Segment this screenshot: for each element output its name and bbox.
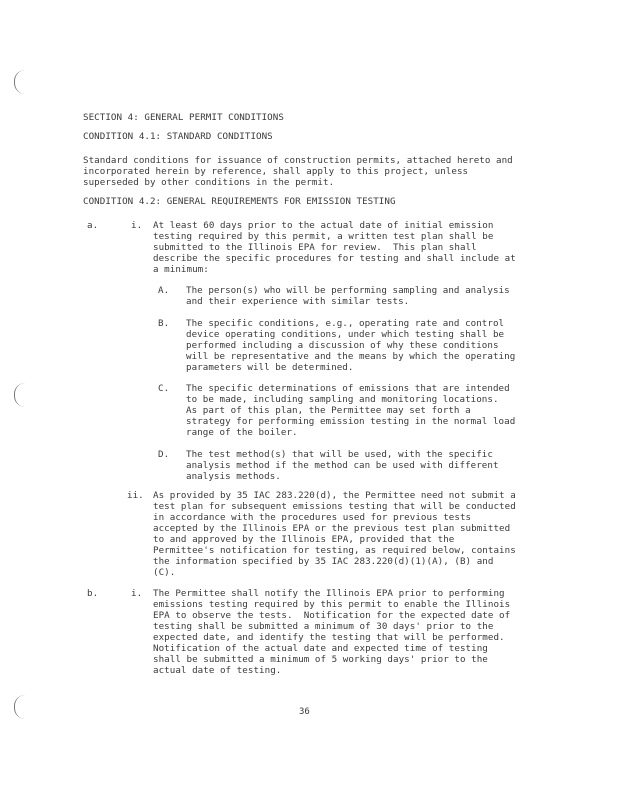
condition-4-1-title: CONDITION 4.1: STANDARD CONDITIONS <box>83 131 273 142</box>
item-line: to be made, including sampling and monitoring locations. <box>186 394 499 405</box>
body-line: to and approved by the Illinois EPA, provided that the <box>153 534 455 545</box>
item-line: The person(s) who will be performing sampling and analysis <box>186 285 510 296</box>
item-line: As part of this plan, the Permittee may set forth a <box>186 405 471 416</box>
paragraph-b-i-label: i. <box>131 588 143 599</box>
paragraph-a-label: a. <box>87 220 99 231</box>
body-line: testing required by this permit, a written test plan shall be <box>153 231 494 242</box>
item-line: device operating conditions, under which testing shall be <box>186 329 505 340</box>
body-line: EPA to observe the tests. Notification for the expected date of <box>153 610 511 621</box>
item-line: range of the boiler. <box>186 427 298 438</box>
item-line: performed including a discussion of why these conditions <box>186 340 499 351</box>
item-line: The specific conditions, e.g., operating rate and control <box>186 318 505 329</box>
body-line: a minimum: <box>153 264 209 275</box>
body-line: actual date of testing. <box>153 665 282 676</box>
body-line: in accordance with the procedures used for previous tests <box>153 512 472 523</box>
item-line: analysis methods. <box>186 471 281 482</box>
item-line: The specific determinations of emissions that are intended <box>186 383 510 394</box>
page-number: 36 <box>299 707 310 717</box>
body-line: Standard conditions for issuance of construction permits, attached hereto and <box>83 155 513 166</box>
item-line: and their experience with similar tests. <box>186 296 410 307</box>
condition-4-2-title: CONDITION 4.2: GENERAL REQUIREMENTS FOR EMISSION TESTING <box>83 196 396 207</box>
body-line: As provided by 35 IAC 283.220(d), the Permittee need not submit a <box>153 490 516 501</box>
item-line: strategy for performing emission testing in the normal load <box>186 416 516 427</box>
body-line: accepted by the Illinois EPA or the previous test plan submitted <box>153 523 511 534</box>
binding-hole-mark <box>14 695 25 719</box>
item-line: analysis method if the method can be used with different <box>186 460 499 471</box>
section-title: SECTION 4: GENERAL PERMIT CONDITIONS <box>83 112 284 123</box>
body-line: submitted to the Illinois EPA for review. This plan shall <box>153 242 477 253</box>
paragraph-a-i-label: i. <box>131 220 143 231</box>
body-line: describe the specific procedures for testing and shall include at <box>153 253 516 264</box>
body-line: expected date, and identify the testing that will be performed. <box>153 632 505 643</box>
body-line: (C). <box>153 567 176 578</box>
body-line: Notification of the actual date and expected time of testing <box>153 643 488 654</box>
body-line: incorporated herein by reference, shall apply to this project, unless <box>83 166 469 177</box>
item-line: will be representative and the means by which the operating <box>186 351 516 362</box>
body-line: shall be submitted a minimum of 5 working days' prior to the <box>153 654 488 665</box>
body-line: emissions testing required by this permit to enable the Illinois <box>153 599 511 610</box>
item-label: D. <box>158 449 170 460</box>
binding-hole-mark <box>14 383 25 407</box>
body-line: At least 60 days prior to the actual date of initial emission <box>153 220 494 231</box>
body-line: test plan for subsequent emissions testing that will be conducted <box>153 501 516 512</box>
item-line: parameters will be determined. <box>186 362 354 373</box>
body-line: The Permittee shall notify the Illinois EPA prior to performing <box>153 588 505 599</box>
item-label: C. <box>158 383 170 394</box>
item-label: B. <box>158 318 170 329</box>
item-line: The test method(s) that will be used, with the specific <box>186 449 493 460</box>
body-line: superseded by other conditions in the permit. <box>83 177 335 188</box>
paragraph-a-ii-label: ii. <box>127 490 144 501</box>
body-line: testing shall be submitted a minimum of 30 days' prior to the <box>153 621 494 632</box>
paragraph-b-label: b. <box>87 588 99 599</box>
binding-hole-mark <box>14 70 25 94</box>
body-line: Permittee's notification for testing, as required below, contains <box>153 545 516 556</box>
body-line: the information specified by 35 IAC 283.220(d)(1)(A), (B) and <box>153 556 494 567</box>
item-label: A. <box>158 285 170 296</box>
